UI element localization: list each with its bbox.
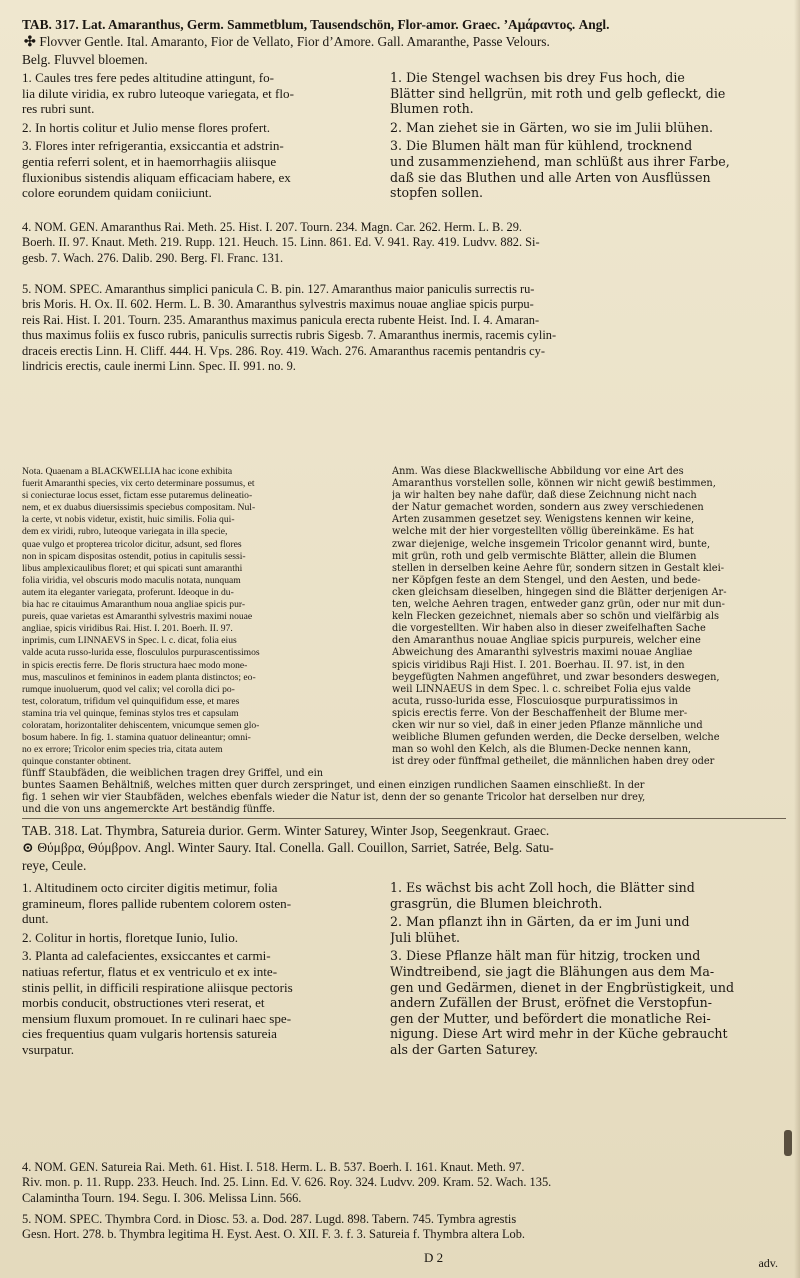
latin-line: morbis conducit, obstructiones vteri reserat, et [22, 995, 265, 1011]
nota-latin-line: no ex errore; Tricolor enim species tria, citata autem [22, 744, 223, 756]
nom-gen-line: Boerh. II. 97. Knaut. Meth. 219. Rupp. 121. Heuch. 15. Linn. 861. Ed. V. 941. Ray. 419. Ludvv. 882. Si- [22, 235, 540, 250]
german-line: daß sie das Bluthen und alle Arten von Ausflüssen [390, 169, 711, 185]
nota-latin-line: stamina tria vel quinque, feminas stylos tres et capsulam [22, 707, 239, 719]
nota-latin-line: folia viridia, vel obscuris modo maculis notata, nunquam [22, 574, 241, 586]
nota-german-line: weibliche Blumen gefunden werden, die Decke derselben, welche [392, 732, 720, 744]
latin-paragraph [22, 120, 374, 136]
latin-line: 1. Caules tres fere pedes altitudine attingunt, fo- [22, 70, 274, 85]
nom-spec-line: draceis erectis Linn. H. Cliff. 444. H. Vps. 286. Roy. 419. Wach. 276. Amaranthus racemis pentandris cy- [22, 343, 545, 358]
entry-317-header [22, 16, 786, 68]
entry-317-latin-column [22, 70, 374, 204]
ink-smudge [784, 1130, 792, 1156]
nom-spec-line: bris Moris. H. Ox. II. 602. Herm. L. B. 30. Amaranthus sylvestris maximus nouae angliae spicis purpu- [22, 297, 534, 312]
latin-paragraph [22, 930, 374, 946]
entry-317-dutch-line: Belg. Fluvvel bloemen. [22, 52, 148, 67]
nota-latin-line: autem ita eleganter variegata, proferunt. Ideoque in du- [22, 586, 234, 598]
german-line: Juli blühet. [390, 929, 461, 945]
nota-german-line: man so wohl den Kelch, als die Blumen-Decke nennen kann, [392, 744, 692, 756]
entry-317-descriptions [22, 70, 786, 204]
german-paragraph [390, 948, 786, 1057]
nota-latin-line: dem ex viridi, rubro, luteoque variegata in illa specie, [22, 526, 228, 538]
german-line: und zusammenziehend, man schlüßt aus ihrer Farbe, [390, 153, 730, 169]
latin-line: mensium fluxum promouet. In re culinari haec spe- [22, 1010, 292, 1026]
nota-german-line: Amaranthus vorstellen solle, können wir nicht gewiß bestimmen, [392, 478, 716, 490]
nota-latin-column [22, 466, 378, 768]
nota-german-line: der Natur gemachet worden, sondern aus zwey verschiedenen [392, 502, 704, 514]
german-paragraph [390, 880, 786, 911]
nota-latin-line: bosum habere. In fig. 1. stamina quatuor delineantur; omni- [22, 732, 251, 744]
nota-german-line: welche mit der hier vorgestellten völlig übereinkäme. Es hat [392, 526, 694, 538]
latin-paragraph [22, 948, 374, 1057]
nota-latin-line: pureis, quae varietas est Amaranthi sylvestris maximi nouae [22, 611, 253, 623]
nom-gen-line: gesb. 7. Wach. 276. Dalib. 290. Berg. Fl. Franc. 131. [22, 250, 284, 265]
latin-line: colore eorundem quidam coniiciunt. [22, 185, 212, 201]
nota-german-line: mit grün, roth und gelb vermischte Blätter, allein die Blumen [392, 550, 697, 562]
nota-latin-line: bia hac re citauimus Amaranthum noua angliae spicis pur- [22, 599, 246, 611]
nota-german-line: spicis viridibus Raji Hist. I. 201. Boerhau. II. 97. ist, in den [392, 659, 685, 671]
nota-german-line: den Amaranthus nouae Angliae spicis purpureis, welcher eine [392, 635, 701, 647]
nota-latin-line: coloratam, horizontaliter dehiscentem, vnicumque semen glo- [22, 719, 260, 731]
nota-latin-line: in spicis erectis ferre. De floris structura haec modo mone- [22, 659, 248, 671]
german-line: stopfen sollen. [390, 185, 484, 201]
nom-gen-line: 4. NOM. GEN. Satureia Rai. Meth. 61. Hist. I. 518. Herm. L. B. 537. Boerh. I. 161. Knaut. Meth. 97. [22, 1160, 525, 1174]
german-line: Windtreibend, sie jagt die Blähungen aus dem Ma- [390, 963, 715, 979]
latin-line: lia dilute viridia, ex rubro luteoque variegata, et flo- [22, 85, 294, 101]
entry-317-nom-gen [22, 220, 786, 266]
latin-line: res rubri sunt. [22, 101, 95, 117]
nota-german-line: beygefügten Nahmen angeführet, und zwar besonders deswegen, [392, 671, 720, 683]
nota-latin-line: libus amplexicaulibus floret; et qui spicati sunt amaranthi [22, 562, 243, 574]
entry-318-names-text: Θύμβρα, Θύμβρον. Angl. Winter Saury. Ital. Conella. Gall. Couillon, Sarriet, Satrée, Belg. Satu- [37, 840, 554, 855]
latin-paragraph [22, 880, 374, 927]
german-line: gen und Gedärmen, dienet in der Engbrüstigkeit, und [390, 979, 735, 995]
entry-318-nom-gen [22, 1160, 786, 1206]
latin-line: 2. Colitur in hortis, floretque Iunio, Iulio. [22, 929, 239, 945]
latin-line: natiuas refertur, flatus et ex ventriculo et ex inte- [22, 963, 278, 979]
catchword-text: adv. [758, 1256, 778, 1270]
nota-latin-line: si coniecturae locus esset, fictam esse putaremus delineatio- [22, 490, 253, 502]
nota-latin-line: mus, masculinos et femininos in eadem planta distinctos; eo- [22, 671, 256, 683]
nom-spec-line: Gesn. Hort. 278. b. Thymbra legitima H. Eyst. Aest. O. XII. F. 3. f. 3. Satureia f. Thymbra altera Lob. [22, 1227, 526, 1242]
nota-latin-line: fuerit Amaranthi species, vix certo determinare possumus, et [22, 478, 255, 490]
german-line: 1. Es wächst bis acht Zoll hoch, die Blätter sind [390, 880, 695, 895]
nota-latin-line: quinque constanter obtinent. [22, 756, 131, 768]
latin-line: 2. In hortis colitur et Julio mense flores profert. [22, 119, 270, 135]
entry-318-header [22, 822, 786, 874]
entry-317-names-text: Flovver Gentle. Ital. Amaranto, Fior de Vellato, Fior d’Amore. Gall. Amaranthe, Passe Velours. [39, 34, 550, 49]
page-edge-shadow [794, 0, 800, 1278]
nota-german-line: cken gleichsam dieselben, hingegen sind die Blätter derjenigen Ar- [392, 586, 727, 598]
latin-line: gramineum, flores pallide rubentem colorem osten- [22, 895, 292, 911]
german-paragraph [390, 70, 786, 117]
nota-latin-line: valde acuta russo-lurida esse, floscululos purpurascentissimos [22, 647, 260, 659]
nota-latin-line: non in spicam dispositas ostendit, potius in capitulis sessi- [22, 550, 246, 562]
german-line: grasgrün, die Blumen bleichroth. [390, 895, 603, 911]
nota-full-line: fünff Staubfäden, die weiblichen tragen drey Griffel, und ein [22, 768, 324, 779]
german-line: 1. Die Stengel wachsen bis drey Fus hoch, die [390, 70, 685, 85]
nom-gen-line: 4. NOM. GEN. Amaranthus Rai. Meth. 25. Hist. I. 207. Tourn. 234. Magn. Car. 262. Herm. L. B. 29. [22, 220, 522, 234]
nota-german-line: zwar diejenige, welche insgemein Tricolor genannt wird, bunte, [392, 538, 711, 550]
nota-german-line: ist drey oder fünffmal getheilet, die männlichen haben drey oder [392, 756, 715, 768]
german-line: 2. Man ziehet sie in Gärten, wo sie im Julii blühen. [390, 119, 713, 135]
entry-317-names-line [22, 33, 786, 51]
nota-latin-line: la certe, vt nobis videtur, existit, huic similis. Folia qui- [22, 514, 235, 526]
latin-line: dunt. [22, 911, 49, 927]
latin-line: 1. Altitudinem octo circiter digitis metimur, folia [22, 880, 278, 895]
entry-318-names-line [22, 839, 786, 857]
nota-german-line: spicis erectis ferre. Von der Beschaffenheit der Blume mer- [392, 707, 688, 719]
german-line: 2. Man pflanzt ihn in Gärten, da er im Juni und [390, 914, 690, 930]
entry-318-dutch-line: reye, Ceule. [22, 858, 87, 873]
nota-german-continuation [22, 768, 786, 816]
german-line: Blumen roth. [390, 101, 474, 117]
entry-318-nom-spec [22, 1212, 786, 1243]
latin-paragraph [22, 138, 374, 200]
latin-line: 3. Flores inter refrigerantia, exsiccantia et adstrin- [22, 138, 284, 154]
annual-circle-icon: ⊙ [22, 841, 34, 856]
german-line: 3. Diese Pflanze hält man für hitzig, trocken und [390, 948, 701, 964]
german-paragraph [390, 914, 786, 945]
german-line: 3. Die Blumen hält man für kühlend, trocknend [390, 138, 693, 154]
nota-latin-line: angliae, spicis viridibus Rai. Hist. I. 201. Boerh. II. 97. [22, 623, 233, 635]
entry-318-title-line: TAB. 318. Lat. Thymbra, Satureia durior. Germ. Winter Saturey, Winter Jsop, Seegenkraut. Graec. [22, 823, 550, 838]
nota-latin-line: test, coloratum, trifidum vel quinquifidum esse, et mares [22, 695, 240, 707]
nom-spec-line: 5. NOM. SPEC. Thymbra Cord. in Diosc. 53. a. Dod. 287. Lugd. 898. Tabern. 745. Tymbra agrestis [22, 1212, 517, 1226]
nom-spec-line: thus maximus foliis ex fusco rubris, paniculis surrectis rubris Sigesb. 7. Amaranthus inermis, racemis cylin- [22, 328, 557, 343]
german-line: Blätter sind hellgrün, mit roth und gelb gefleckt, die [390, 85, 726, 101]
entry-317-title-line: TAB. 317. Lat. Amaranthus, Germ. Sammetblum, Tausendschön, Flor-amor. Graec. ’Αμάραντος. Angl. [22, 17, 610, 32]
entry-318-descriptions [22, 880, 786, 1061]
entry-divider [22, 818, 786, 819]
signature-mark: D 2 [424, 1250, 444, 1265]
nota-latin-line: inprimis, cum LINNAEVS in Spec. l. c. dicat, folia eius [22, 635, 237, 647]
nota-german-column [392, 466, 786, 768]
perennial-cross-icon: ✣ [24, 35, 36, 50]
entry-318-german-column [390, 880, 786, 1061]
latin-line: gentia referri solent, et in haemorrhagiis aliisque [22, 153, 277, 169]
nota-german-line: acuta, russo-lurida esse, Floscuiosque purpuratissimos in [392, 695, 678, 707]
nota-german-line: keln Flecken gezeichnet, niemals aber so schön und vielfärbig als [392, 611, 719, 623]
german-line: als der Garten Saturey. [390, 1041, 538, 1057]
nota-german-line: cken wir nur so viel, daß in einer jeden Pflanze männliche und [392, 719, 703, 731]
nota-german-line: ja wir halten bey nahe dafür, daß diese Zeichnung nicht nach [392, 490, 697, 502]
entry-317-nota [22, 466, 786, 768]
nota-german-line: Arten zusammen gesetzet sey. Wenigstens kennen wir keine, [392, 514, 695, 526]
nota-full-line: fig. 1 sehen wir vier Staubfäden, welches ebenfals wieder die Natur ist, denn der so genante Tricolor hat derselben nur drey, [22, 792, 646, 804]
nota-german-line: Abweichung des Amaranthi sylvestris maximi nouae Angliae [392, 647, 693, 659]
german-paragraph [390, 120, 786, 136]
nom-spec-line: 5. NOM. SPEC. Amaranthus simplici panicula C. B. pin. 127. Amaranthus maior paniculis surrectis ru- [22, 282, 535, 296]
latin-paragraph [22, 70, 374, 117]
nota-latin-line: Nota. Quaenam a BLACKWELLIA hac icone exhibita [22, 466, 233, 477]
latin-line: cies frequentius quam vulgaris hortensis satureia [22, 1026, 277, 1042]
nota-latin-line: nem, et ex duabus diuersissimis speciebus compositam. Nul- [22, 502, 256, 514]
latin-line: fluxionibus sistendis aliquam efficaciam habere, ex [22, 169, 291, 185]
german-line: gen der Mutter, und befördert die monatliche Rei- [390, 1010, 711, 1026]
nota-full-line: und die von uns angemerckte Art beständig fünffe. [22, 804, 276, 816]
nota-german-line: weil LINNAEUS in dem Spec. l. c. schreibet Folia ejus valde [392, 683, 691, 695]
latin-line: vsurpatur. [22, 1041, 75, 1057]
entry-317-nom-spec [22, 282, 786, 374]
nota-german-line: ten, welche Aehren tragen, entweder ganz grün, oder nur mit dun- [392, 599, 725, 611]
nota-german-line: ner Köpfgen feste an dem Stengel, und den Aesten, und bede- [392, 574, 701, 586]
latin-line: stinis pellit, in difficili respiratione aliisque pectoris [22, 979, 293, 995]
latin-line: 3. Planta ad calefacientes, exsiccantes et carmi- [22, 948, 271, 964]
nota-german-line: stellen in derselben keine Aehre für, sondern sitzen in Gestalt klei- [392, 562, 725, 574]
nom-gen-line: Riv. mon. p. 11. Rupp. 233. Heuch. Ind. 25. Linn. Ed. V. 626. Roy. 324. Ludvv. 209. Kram. 52. Wach. 135. [22, 1175, 552, 1190]
nota-german-line: die vorgestellten. Wir haben also in dieser zweifelhaften Sache [392, 623, 706, 635]
entry-317-german-column [390, 70, 786, 204]
catchword [758, 1256, 778, 1271]
entry-318-latin-column [22, 880, 374, 1061]
german-paragraph [390, 138, 786, 200]
nota-latin-line: quae vulgo et propterea tricolor dicitur, adsunt, sed flores [22, 538, 242, 550]
nota-latin-line: rumque inuoluerum, quod vel calix; vel corolla dici po- [22, 683, 235, 695]
nom-gen-line: Calamintha Tourn. 194. Segu. I. 306. Melissa Linn. 566. [22, 1190, 302, 1205]
nota-full-line: buntes Saamen Behältniß, welches mitten quer durch zerspringet, und einen einzigen rundlichen Saamen einschließt. In der [22, 780, 645, 792]
nota-german-line: Anm. Was diese Blackwellische Abbildung vor eine Art des [392, 466, 684, 477]
nom-spec-line: lindricis erectis, caule inermi Linn. Spec. II. 991. no. 9. [22, 359, 296, 374]
german-line: nigung. Diese Art wird mehr in der Küche gebraucht [390, 1026, 728, 1042]
german-line: andern Zufällen der Brust, eröfnet die Verstopfun- [390, 995, 712, 1011]
nom-spec-line: reis Rai. Hist. I. 201. Tourn. 235. Amaranthus maximus panicula erecta rubente Heist. Ind. I. 4. Amaran- [22, 312, 540, 327]
